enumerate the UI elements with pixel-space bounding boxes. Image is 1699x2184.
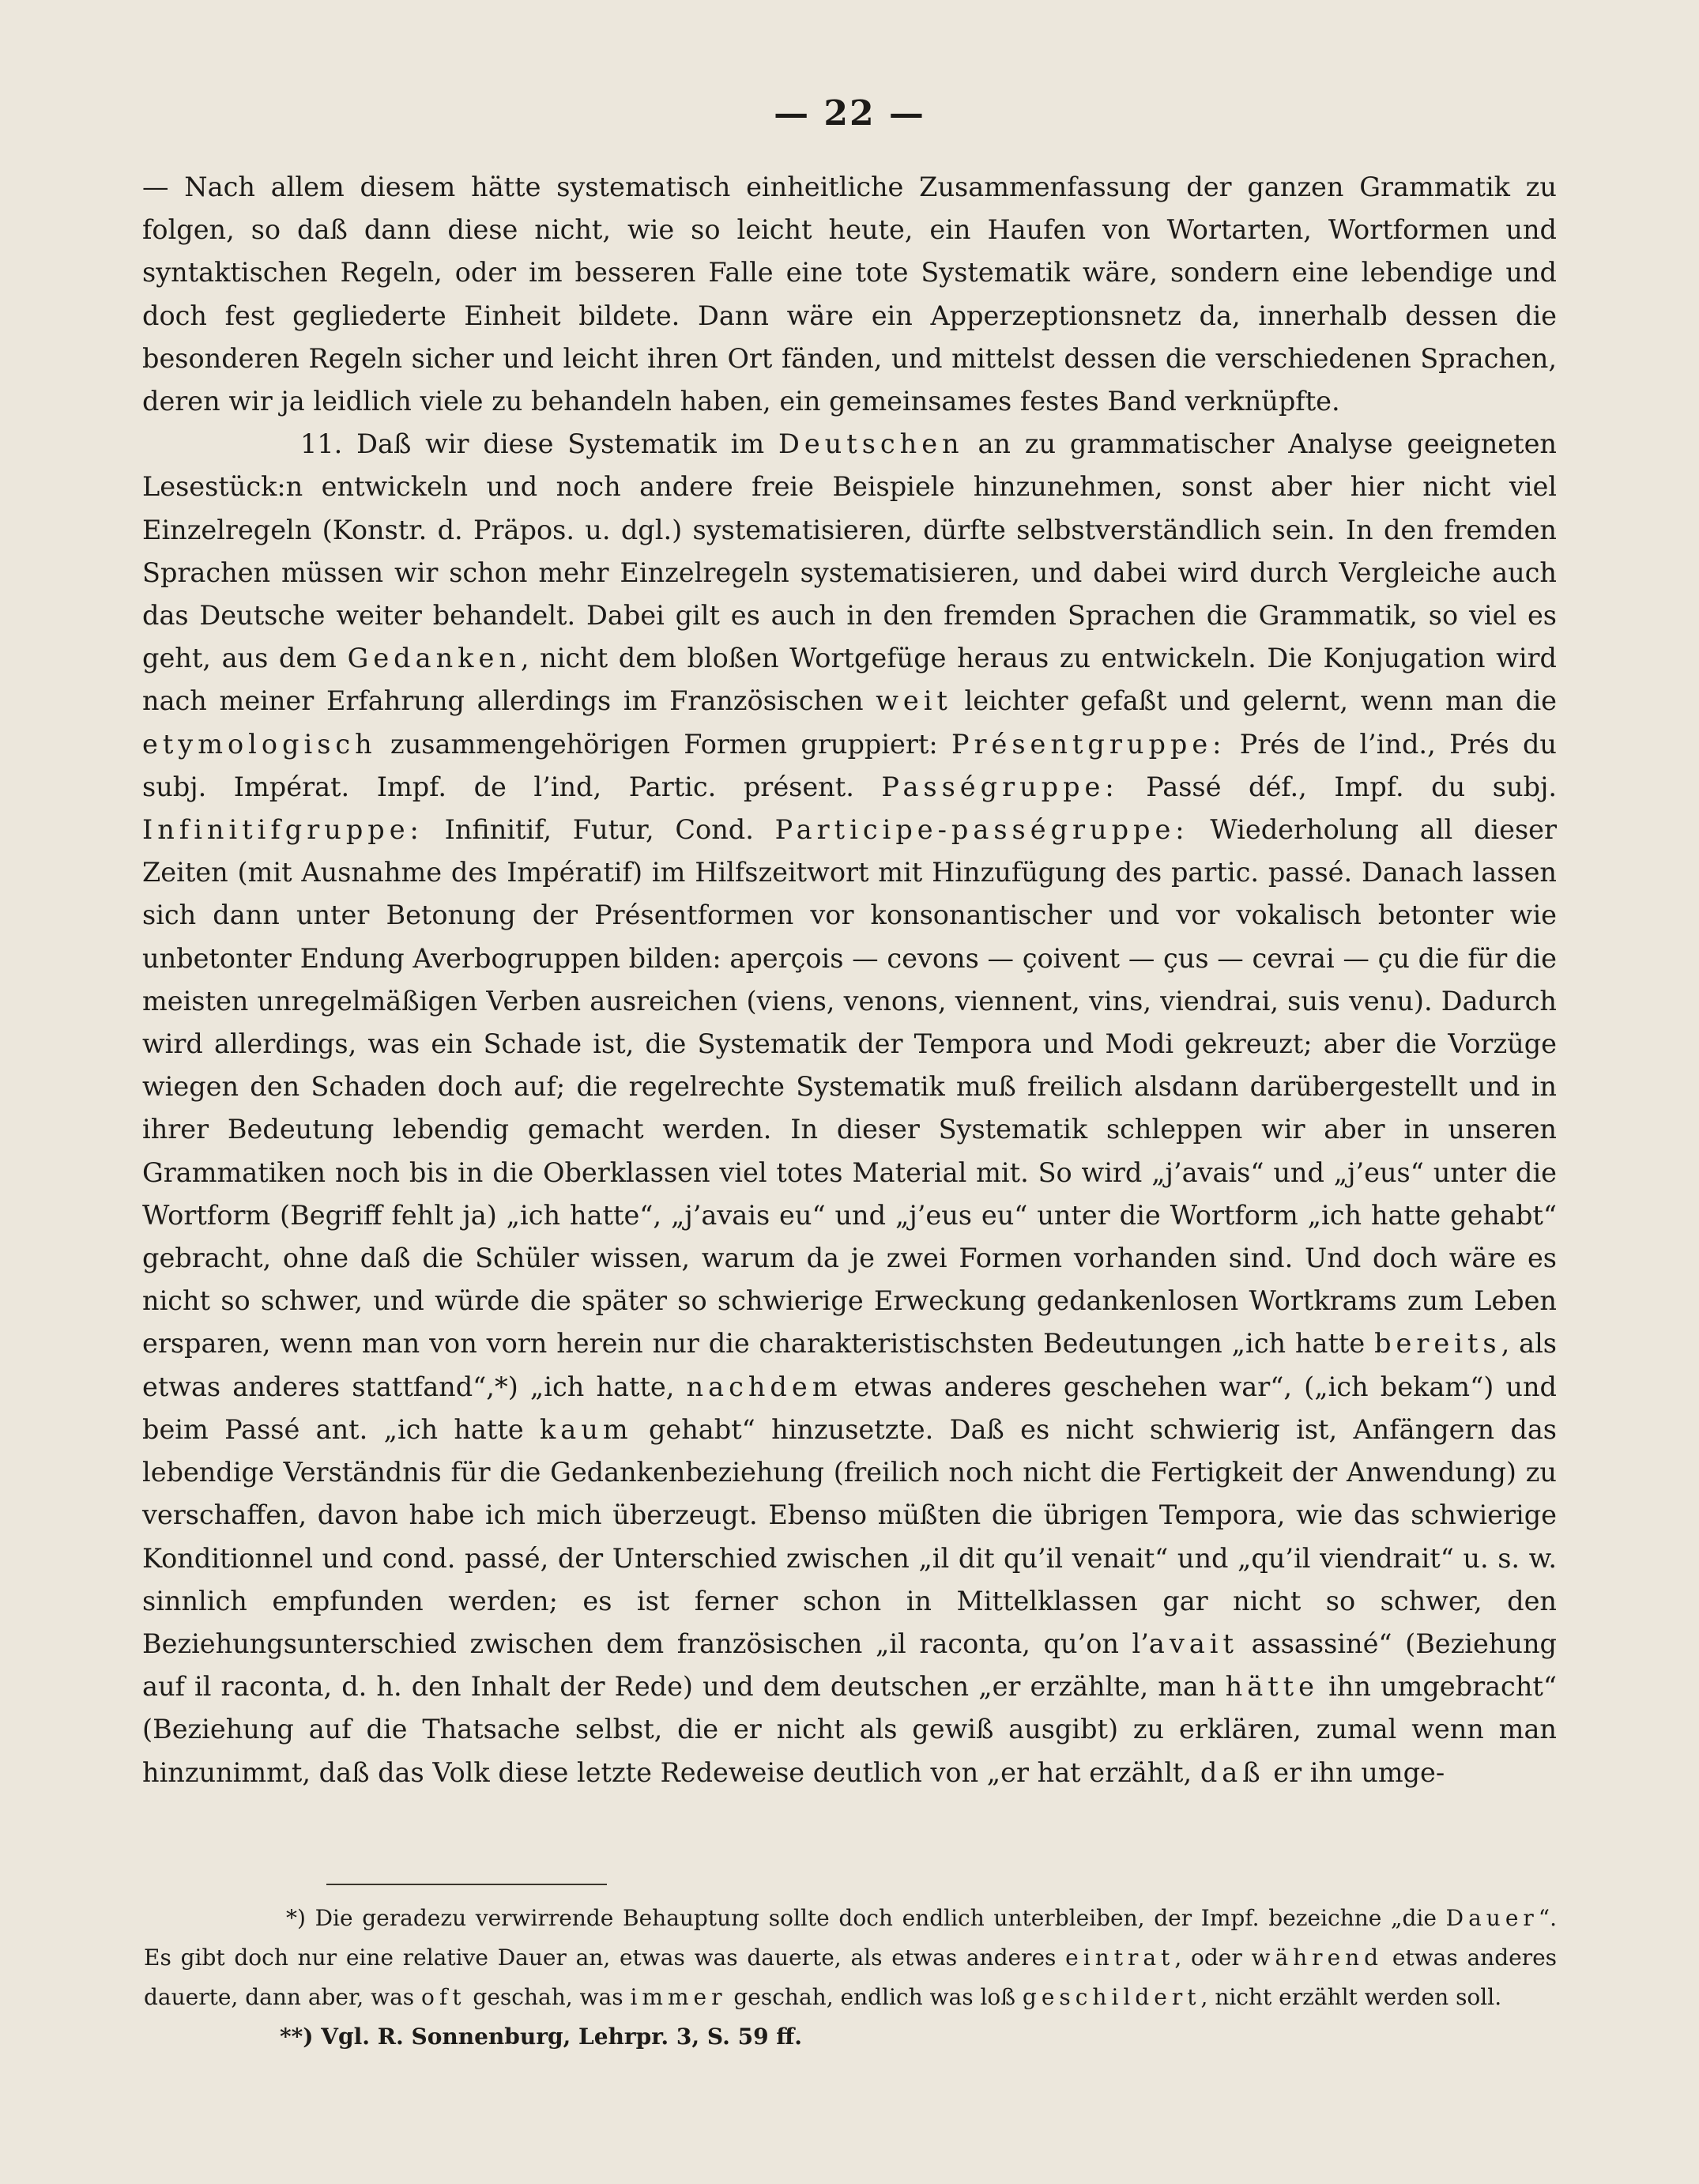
- text-run: — Nach allem diesem hätte systematisch einheitliche Zusammenfassung der ganzen Grammatik zu folgen, so daß dann diese nicht, wie so leicht heute, ein Haufen von Wortarten, Wortformen und syntaktischen Regeln, oder im besseren Falle eine tote Systematik wäre, sondern eine lebendige und doch fest gegliederte Einheit bildete. Dann wäre ein Apperzeptionsnetz da, innerhalb dessen die besonderen Regeln sicher und leicht ihren Ort fänden, und mittelst dessen die verschiedenen Sprachen, deren wir ja leidlich viele zu behandeln haben, ein gemeinsames festes Band verknüpfte.: [142, 172, 1557, 417]
- emphasis-text: bereits: [1374, 1328, 1501, 1360]
- emphasis-text: während: [1251, 1944, 1384, 1971]
- text-run: , nicht dem bloßen Wortgefüge heraus zu entwickeln. Die Konjugation wird nach meiner Erfahrung allerdings im Französischen: [142, 643, 1557, 717]
- emphasis-text: kaum: [539, 1413, 633, 1445]
- footnote-1: [144, 1899, 1557, 2017]
- text-run: Prés de l’ind., Prés du subj. Impérat. Impf. de l’ind, Partic. présent.: [142, 728, 1557, 802]
- emphasis-text: hätte: [1225, 1671, 1319, 1703]
- emphasis-text: geschildert: [1022, 1984, 1201, 2010]
- text-run: , oder: [1174, 1944, 1252, 1971]
- text-run: “. Es gibt doch nur eine relative Dauer an, etwas was dauerte, als etwas anderes: [144, 1905, 1557, 1971]
- emphasis-text: oft: [421, 1984, 466, 2010]
- emphasis-text: eintrat: [1065, 1944, 1175, 1971]
- text-run: geschah, was: [465, 1984, 631, 2010]
- text-run: Wiederholung all dieser Zeiten (mit Ausnahme des Impératif) im Hilfszeitwort mit Hinzufügung des partic. passé. Danach lassen sich dann unter Betonung der Présentformen vor konsonantischer und vor vokalisch betonter wie unbetonter Endung Averbogruppen bilden: aperçois — cevons — çoivent — çus — cevrai — çu die für die meisten unregelmäßigen Verben ausreichen (viens, venons, viennent, vins, viendrai, suis venu). Dadurch wird allerdings, was ein Schade ist, die Systematik der Tempora und Modi gekreuzt; aber die Vorzüge wiegen den Schaden doch auf; die regelrechte Systematik muß freilich alsdann darübergestellt und in ihrer Bedeutung lebendig gemacht werden. In dieser Systematik schleppen wir aber in unseren Grammatiken noch bis in die Oberklassen viel totes Material mit. So wird „j’avais“ und „j’eus“ unter die Wortform (Begriff fehlt ja) „ich hatte“, „j’avais eu“ und „j’eus eu“ unter die Wortform „ich hatte gehabt“ gebracht, ohne daß die Schüler wissen, warum da je zwei Formen vorhanden sind. Und doch wäre es nicht so schwer, und würde die später so schwierige Erweckung gedankenlosen Wortkrams zum Leben ersparen, wenn man von vorn herein nur die charakteristischsten Bedeutungen „ich hatte: [142, 814, 1557, 1360]
- text-run: gehabt“ hinzusetzte. Daß es nicht schwierig ist, Anfängern das lebendige Verständnis für die Gedankenbeziehung (freilich noch nicht die Fertigkeit der Anwendung) zu verschaffen, davon habe ich mich überzeugt. Ebenso müßten die übrigen Tempora, wie das schwierige Konditionnel und cond. passé, der Unterschied zwischen „il dit qu’il venait“ und „qu’il viendrait“ u. s. w. sinnlich empfunden werden; es ist ferner schon in Mittelklassen gar nicht so schwer, den Beziehungsunterschied zwischen dem französischen „il raconta, qu’on l’: [142, 1413, 1557, 1659]
- emphasis-text: etymologisch: [142, 728, 377, 760]
- text-run: , nicht erzählt werden soll.: [1200, 1984, 1502, 2010]
- text-run: an zu grammatischer Analyse geeigneten Lesestück:n entwickeln und noch andere freie Beispiele hinzunehmen, sonst aber hier nicht viel Einzelregeln (Konstr. d. Präpos. u. dgl.) systematisieren, dürfte selbstverständlich sein. In den fremden Sprachen müssen wir schon mehr Einzelregeln systematisieren, und dabei wird durch Vergleiche auch das Deutsche weiter behandelt. Dabei gilt es auch in den fremden Sprachen die Grammatik, so viel es geht, aus dem: [142, 428, 1557, 674]
- emphasis-text: Présentgruppe:: [951, 728, 1226, 760]
- emphasis-text: weit: [876, 685, 952, 717]
- emphasis-text: Deutschen: [778, 428, 964, 460]
- footnote-2: **) Vgl. R. Sonnenburg, Lehrpr. 3, S. 59 ff.: [280, 2024, 803, 2050]
- emphasis-text: nachdem: [686, 1371, 842, 1402]
- text-run: ihn umgebracht“ (Beziehung auf die Thatsache selbst, die er nicht als gewiß ausgibt) zu erklären, zumal wenn man hinzunimmt, daß das Volk diese letzte Redeweise deutlich von „er hat erzählt,: [142, 1671, 1557, 1788]
- main-text: [142, 166, 1557, 1794]
- text-run: Infinitif, Futur, Cond.: [423, 814, 775, 846]
- footnotes: [144, 1899, 1557, 2057]
- emphasis-text: Passégruppe:: [881, 771, 1119, 802]
- text-run: zusammengehörigen Formen gruppiert:: [376, 728, 951, 760]
- text-run: geschah, endlich was loß: [726, 1984, 1023, 2010]
- text-run: er ihn umge-: [1264, 1756, 1445, 1788]
- emphasis-text: Dauer: [1445, 1905, 1539, 1931]
- emphasis-text: daß: [1200, 1756, 1265, 1788]
- text-run: *) Die geradezu verwirrende Behauptung sollte doch endlich unterbleiben, der Impf. bezeichne „die: [286, 1905, 1446, 1931]
- text-run: etwas anderes geschehen war“, („ich bekam“) und beim Passé ant. „ich hatte: [142, 1371, 1557, 1445]
- emphasis-text: Infinitifgruppe:: [142, 814, 424, 846]
- emphasis-text: Gedanken: [347, 643, 521, 674]
- text-run: , als etwas anderes stattfand“,*) „ich hatte,: [142, 1328, 1557, 1402]
- paragraph-nach-allem: [142, 166, 1557, 423]
- text-run: etwas anderes dauerte, dann aber, was: [144, 1944, 1558, 2010]
- text-run: 11. Daß wir diese Systematik im: [300, 428, 778, 460]
- footnote-divider: [326, 1884, 607, 1885]
- text-run: Passé déf., Impf. du subj.: [1118, 771, 1557, 802]
- text-run: leichter gefaßt und gelernt, wenn man die: [951, 685, 1557, 717]
- emphasis-text: avait: [1148, 1628, 1238, 1659]
- page-number: — 22 —: [774, 93, 925, 134]
- paragraph-11: [142, 423, 1557, 1794]
- emphasis-text: immer: [630, 1984, 727, 2010]
- text-run: assassiné“ (Beziehung auf il raconta, d. h. den Inhalt der Rede) und dem deutschen „er erzählte, man: [142, 1628, 1557, 1703]
- emphasis-text: Participe-passégruppe:: [774, 814, 1189, 846]
